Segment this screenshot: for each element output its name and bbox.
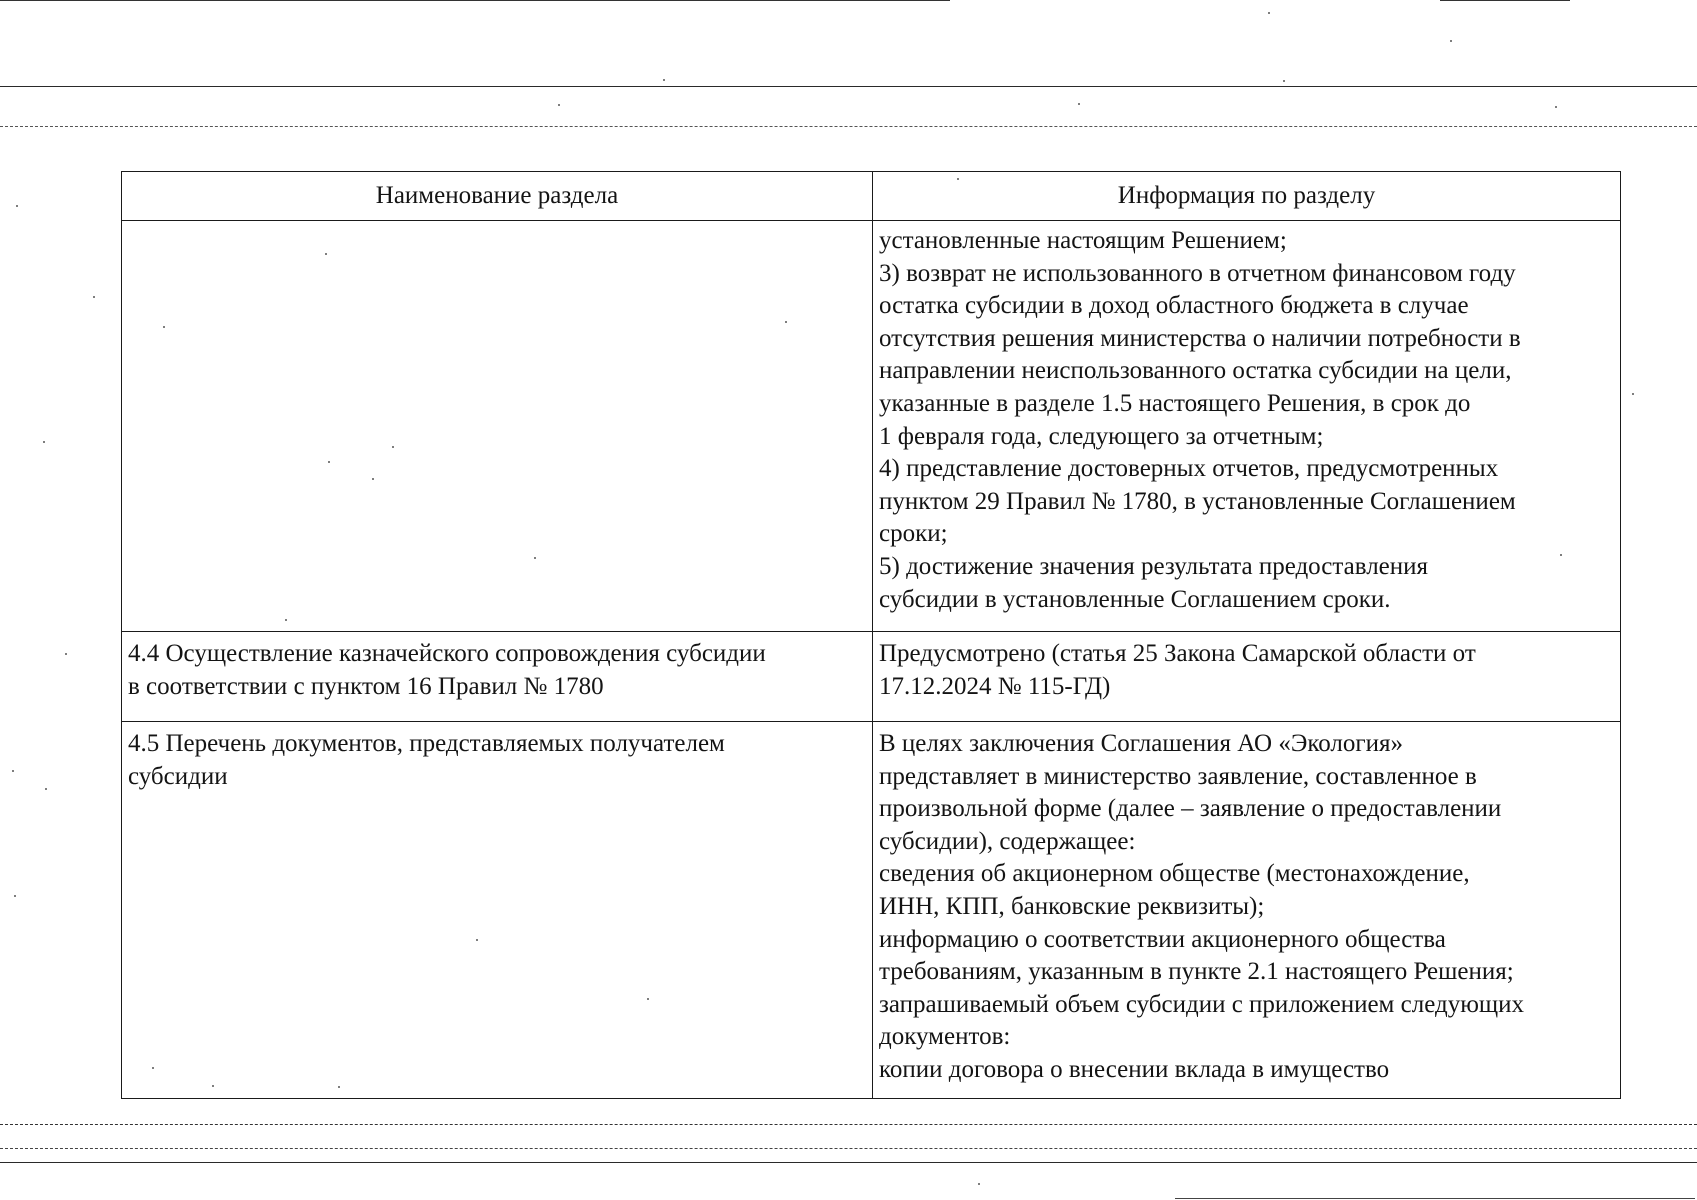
section-name-cell xyxy=(122,722,873,1099)
info-line: отсутствия решения министерства о наличии потребности в xyxy=(879,324,1521,352)
page-rule-bottom-dashed xyxy=(0,1124,1697,1125)
table-header-row xyxy=(122,172,1621,221)
name-line: 4.5 Перечень документов, представляемых получателем xyxy=(128,730,725,757)
scan-speck xyxy=(43,441,45,443)
info-line: указанные в разделе 1.5 настоящего Решения, в срок до xyxy=(879,389,1471,417)
info-line: субсидии в установленные Соглашением сроки. xyxy=(879,585,1391,613)
info-line: сроки; xyxy=(879,520,948,548)
info-line: установленные настоящим Решением; xyxy=(879,227,1287,254)
scan-speck xyxy=(16,205,18,207)
section-info-cell xyxy=(873,221,1621,632)
page-rule-top-dashed xyxy=(0,126,1697,127)
info-line: 5) достижение значения результата предоставления xyxy=(879,552,1429,580)
info-line: Предусмотрено (статья 25 Закона Самарской области от xyxy=(879,640,1476,667)
info-line: копии договора о внесении вклада в имущество xyxy=(879,1055,1390,1083)
info-line: произвольной форме (далее – заявление о предоставлении xyxy=(879,795,1502,823)
info-line: 4) представление достоверных отчетов, предусмотренных xyxy=(879,455,1499,483)
header-section-info: Информация по разделу xyxy=(873,172,1621,221)
info-line: представляет в министерство заявление, составленное в xyxy=(879,762,1477,790)
scan-speck xyxy=(663,79,665,81)
section-name-cell xyxy=(122,221,873,632)
info-line: сведения об акционерном обществе (местонахождение, xyxy=(879,860,1470,888)
scan-speck xyxy=(1555,106,1557,108)
info-line: информацию о соответствии акционерного общества xyxy=(879,925,1446,953)
info-line: документов: xyxy=(879,1023,1011,1051)
info-line: В целях заключения Соглашения АО «Экология» xyxy=(879,730,1403,757)
scan-speck xyxy=(14,895,16,897)
header-section-name: Наименование раздела xyxy=(122,172,873,221)
info-line: направлении неиспользованного остатка субсидии на цели, xyxy=(879,357,1512,385)
scan-speck xyxy=(1450,40,1452,42)
section-info-table xyxy=(121,171,1621,1099)
scan-speck xyxy=(65,653,67,655)
scan-speck xyxy=(1632,393,1634,395)
name-line: в соответствии с пунктом 16 Правил № 1780 xyxy=(128,672,604,700)
scan-speck xyxy=(1283,80,1285,82)
info-line: ИНН, КПП, банковские реквизиты); xyxy=(879,892,1265,920)
info-line: 17.12.2024 № 115-ГД) xyxy=(879,672,1111,700)
name-line: 4.4 Осуществление казначейского сопровождения субсидии xyxy=(128,640,766,667)
scan-edge-line-bottom xyxy=(1175,1198,1695,1199)
info-line: субсидии), содержащее: xyxy=(879,827,1136,855)
section-info-cell xyxy=(873,722,1621,1099)
scan-speck xyxy=(12,770,14,772)
info-line: 1 февраля года, следующего за отчетным; xyxy=(879,422,1324,450)
scan-edge-line-top-right xyxy=(1440,0,1570,1)
scan-speck xyxy=(45,788,47,790)
scan-speck xyxy=(1268,12,1270,14)
info-line: запрашиваемый объем субсидии с приложением следующих xyxy=(879,990,1524,1018)
section-info-cell xyxy=(873,632,1621,722)
page-rule-top xyxy=(0,86,1697,87)
section-name-cell xyxy=(122,632,873,722)
page-rule-bottom xyxy=(0,1162,1697,1163)
info-line: остатка субсидии в доход областного бюджета в случае xyxy=(879,292,1469,320)
scan-speck xyxy=(558,104,560,106)
page-rule-bottom-dashed-2 xyxy=(0,1148,1697,1149)
scan-edge-line-top-left xyxy=(0,0,950,1)
info-line: 3) возврат не использованного в отчетном финансовом году xyxy=(879,259,1516,287)
info-line: требованиям, указанным в пункте 2.1 настоящего Решения; xyxy=(879,958,1514,986)
table-row xyxy=(122,722,1621,1099)
table-row xyxy=(122,632,1621,722)
info-line: пунктом 29 Правил № 1780, в установленные Соглашением xyxy=(879,487,1516,515)
table-row xyxy=(122,221,1621,632)
scan-speck xyxy=(978,1183,980,1185)
name-line: субсидии xyxy=(128,762,228,790)
scan-speck xyxy=(93,296,95,298)
scan-speck xyxy=(1078,103,1080,105)
